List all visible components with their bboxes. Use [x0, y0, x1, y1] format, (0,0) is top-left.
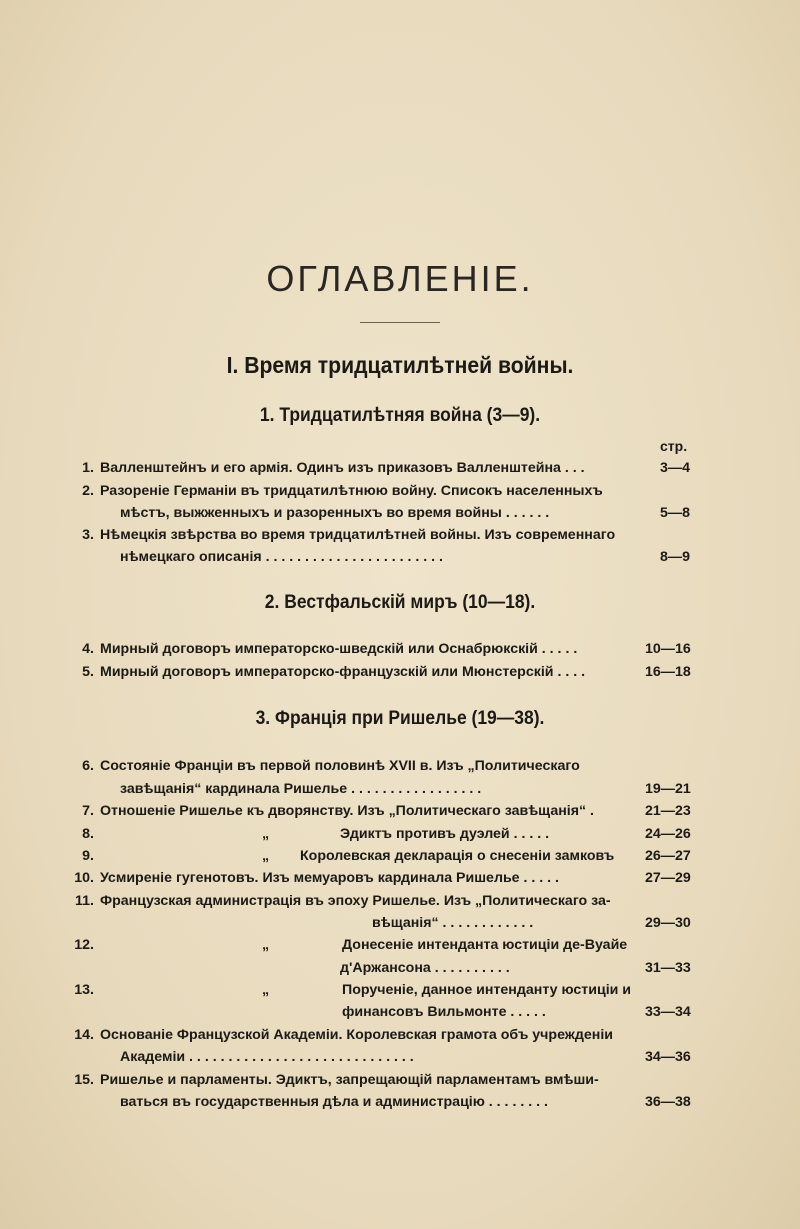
- entry-text: нѣмецкаго описанія . . . . . . . . . . . . . . . . . . . . . . .: [120, 549, 443, 565]
- entry-number: 11.: [75, 893, 94, 909]
- entry-text: Донесеніе интенданта юстиціи де-Вуайе: [342, 937, 628, 953]
- entry-text: Отношеніе Ришелье къ дворянству. Изъ „Политическаго завѣщанія“ .: [100, 803, 594, 819]
- ditto-mark: „: [262, 848, 270, 864]
- entry-pages: 24—26: [645, 826, 691, 842]
- entry-number: 3.: [82, 527, 94, 543]
- entry-pages: 10—16: [645, 641, 691, 657]
- entry-pages: 31—33: [645, 960, 691, 976]
- entry-text: завѣщанія“ кардинала Ришелье . . . . . . . . . . . . . . . . .: [120, 781, 482, 797]
- section-heading-3: 3. Франція при Ришелье (19—38).: [255, 708, 545, 729]
- entry-number: 10.: [74, 870, 94, 886]
- entry-number: 5.: [82, 664, 94, 680]
- entry-pages: 16—18: [645, 664, 691, 680]
- page-title: ОГЛАВЛЕНІЕ.: [266, 258, 534, 299]
- entry-number: 2.: [82, 483, 94, 499]
- entry-number: 1.: [82, 460, 94, 476]
- entry-number: 9.: [82, 848, 94, 864]
- entry-number: 14.: [74, 1027, 94, 1043]
- entry-text: Разореніе Германіи въ тридцатилѣтнюю войну. Списокъ населенныхъ: [100, 483, 603, 499]
- entry-text: Порученіе, данное интенданту юстиціи и: [342, 982, 632, 998]
- part-heading: I. Время тридцатилѣтней войны.: [226, 352, 574, 378]
- ditto-mark: „: [262, 826, 270, 842]
- entry-pages: 29—30: [645, 915, 691, 931]
- entry-text: Нѣмецкія звѣрства во время тридцатилѣтней войны. Изъ современнаго: [100, 527, 616, 543]
- entry-pages: 26—27: [645, 848, 691, 864]
- entry-text: Мирный договоръ императорско-французскій или Мюнстерскій . . . .: [100, 664, 586, 680]
- entry-text: д'Аржансона . . . . . . . . . .: [340, 960, 510, 976]
- entry-pages: 36—38: [645, 1094, 691, 1110]
- entry-pages: 21—23: [645, 803, 691, 819]
- entry-text: Академіи . . . . . . . . . . . . . . . . . . . . . . . . . . . . .: [120, 1049, 414, 1065]
- section-heading-2: 2. Вестфальскій миръ (10—18).: [264, 592, 536, 613]
- ditto-mark: „: [262, 937, 270, 953]
- entry-number: 13.: [74, 982, 94, 998]
- entry-text: Основаніе Французской Академіи. Королевская грамота объ учрежденіи: [100, 1027, 613, 1043]
- entry-text: Французская администрація въ эпоху Ришелье. Изъ „Политическаго за-: [100, 893, 611, 909]
- entry-pages: 19—21: [645, 781, 691, 797]
- entry-text: Эдиктъ противъ дуэлей . . . . .: [340, 826, 550, 842]
- entry-number: 6.: [82, 758, 94, 774]
- entry-text: Мирный договоръ императорско-шведскій или Оснабрюкскій . . . . .: [100, 641, 578, 657]
- entry-text: вѣщанія“ . . . . . . . . . . . .: [372, 915, 534, 931]
- entry-text: Усмиреніе гугенотовъ. Изъ мемуаровъ кардинала Ришелье . . . . .: [100, 870, 559, 886]
- entry-text: мѣстъ, выжженныхъ и разоренныхъ во время войны . . . . . .: [120, 505, 550, 521]
- entry-pages: 8—9: [660, 549, 690, 565]
- entry-number: 7.: [82, 803, 94, 819]
- entry-text: финансовъ Вильмонте . . . . .: [342, 1004, 546, 1020]
- entry-text: Ришелье и парламенты. Эдиктъ, запрещающій парламентамъ вмѣши-: [100, 1072, 599, 1088]
- entry-text: ваться въ государственныя дѣла и администрацію . . . . . . . .: [120, 1094, 548, 1110]
- entry-pages: 27—29: [645, 870, 691, 886]
- title-divider: [360, 322, 440, 323]
- entry-number: 15.: [74, 1072, 94, 1088]
- entry-number: 4.: [82, 641, 94, 657]
- entry-number: 8.: [82, 826, 94, 842]
- entry-number: 12.: [74, 937, 94, 953]
- entry-text: Состояніе Франціи въ первой половинѣ XVII в. Изъ „Политическаго: [100, 758, 580, 774]
- section-heading-1: 1. Тридцатилѣтняя война (3—9).: [259, 405, 541, 426]
- entry-text: Королевская декларація о снесеніи замковъ: [300, 848, 615, 864]
- ditto-mark: „: [262, 982, 270, 998]
- entry-pages: 34—36: [645, 1049, 691, 1065]
- entry-text: Валленштейнъ и его армія. Одинъ изъ приказовъ Валленштейна . . .: [100, 460, 585, 476]
- entry-pages: 3—4: [660, 460, 690, 476]
- page-column-label: стр.: [660, 438, 688, 454]
- entry-pages: 33—34: [645, 1004, 691, 1020]
- entry-pages: 5—8: [660, 505, 690, 521]
